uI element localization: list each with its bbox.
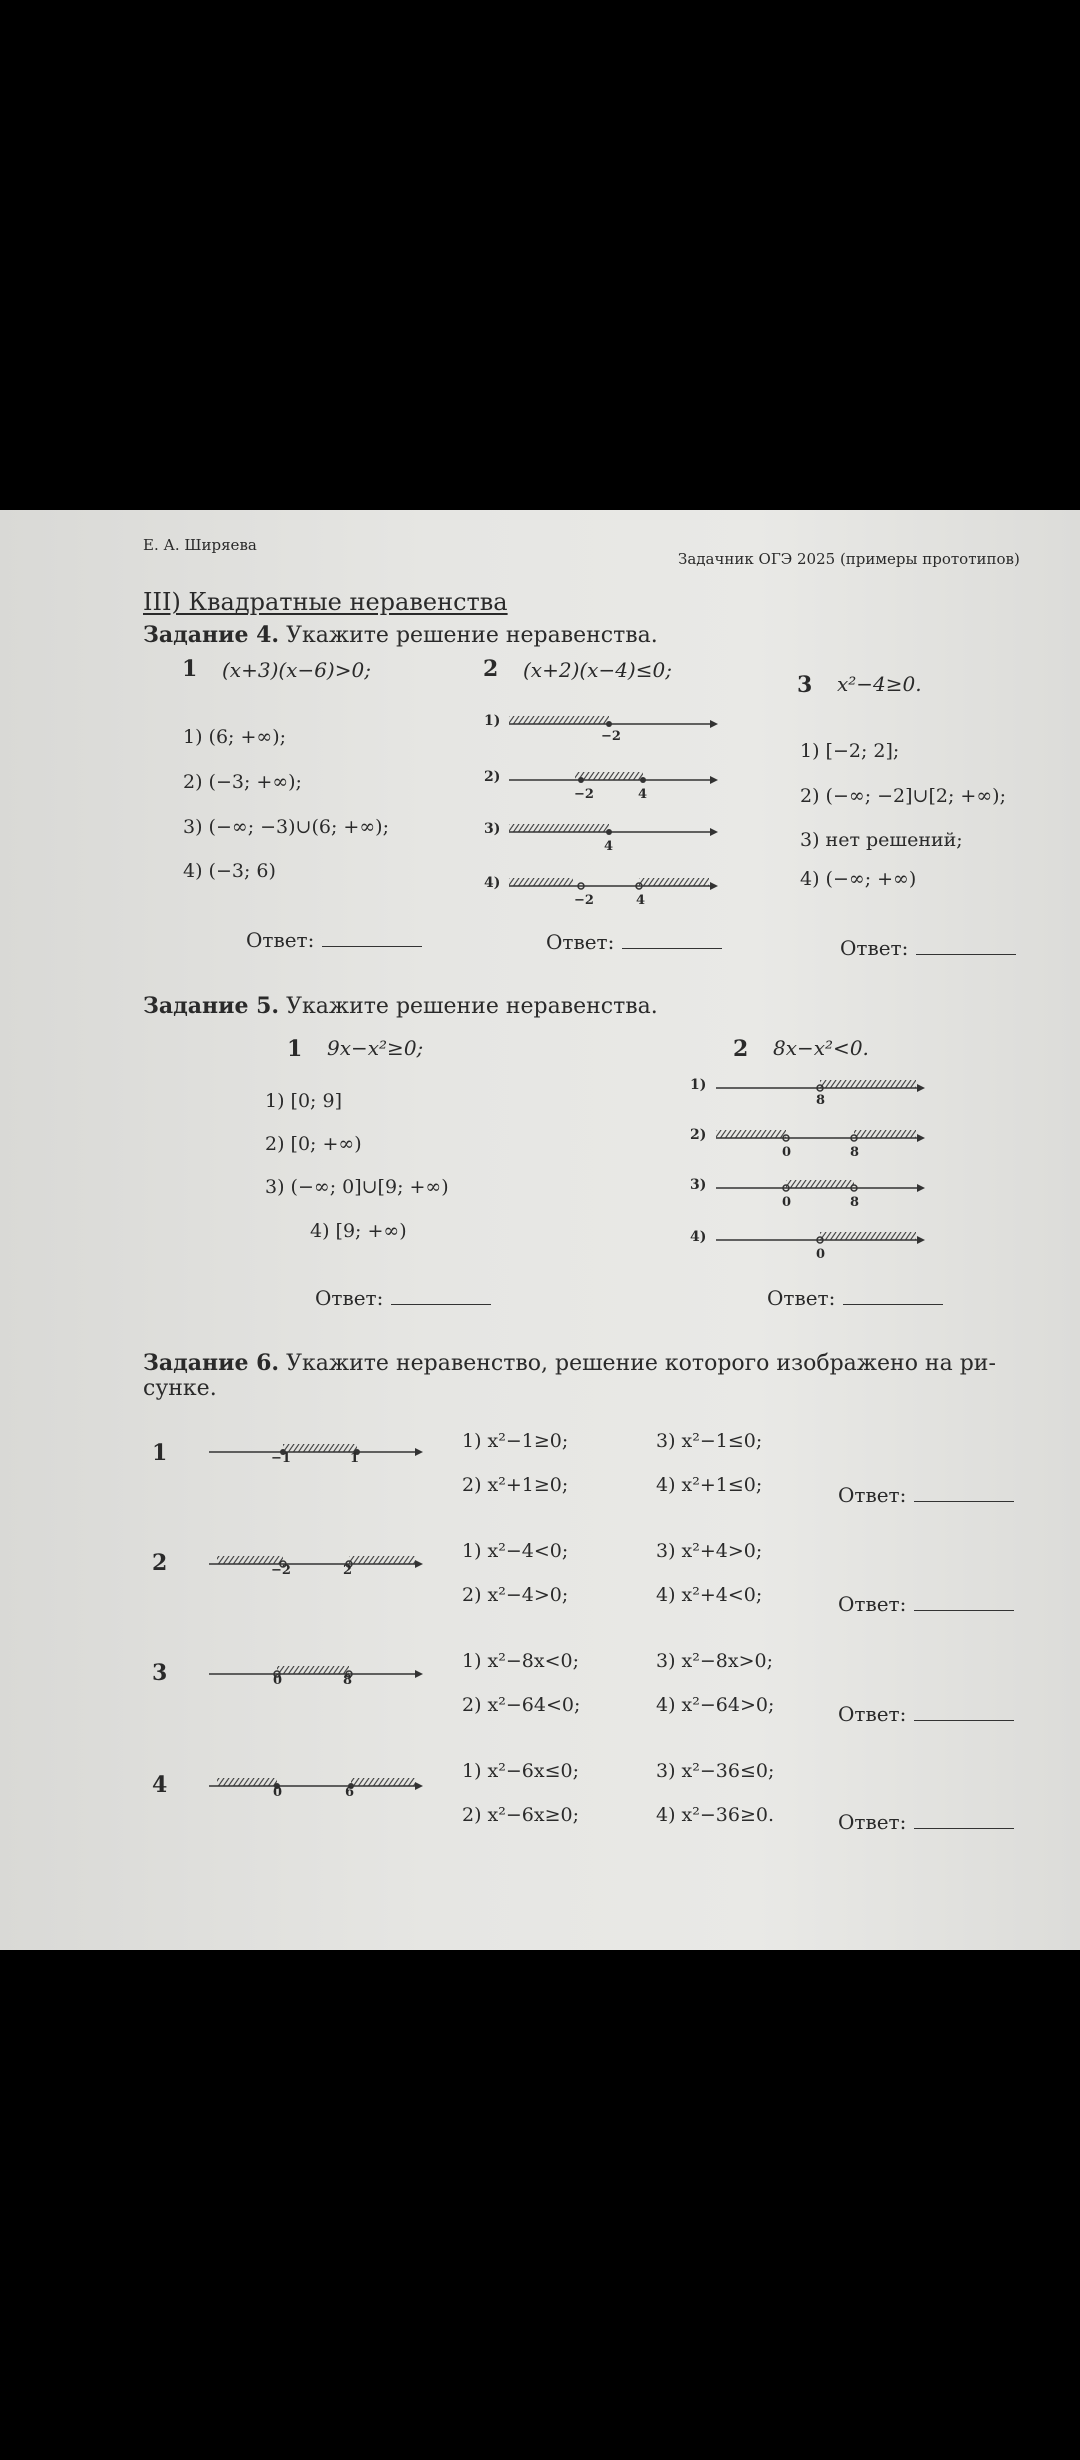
task5-p1-opt2: 2) [0; +∞)	[265, 1133, 362, 1155]
answer-blank[interactable]	[843, 1303, 943, 1305]
answer-label: Ответ:	[546, 930, 615, 954]
answer-label: Ответ:	[246, 928, 315, 952]
t6-item4-answer[interactable]	[838, 1812, 1014, 1832]
t6-item4-opt3: 3) x²−36≤0;	[656, 1760, 775, 1782]
task4-text: Укажите решение неравенства.	[286, 623, 658, 648]
task4-p3-opt3: 3) нет решений;	[800, 829, 963, 851]
t4-line1-tick: −2	[601, 729, 621, 744]
task4-label: Задание 4.	[143, 622, 280, 648]
task4-p1-opt4: 4) (−3; 6)	[183, 860, 276, 882]
t6-item4-tick-a: 0	[273, 1785, 283, 1800]
task4-p1-answer[interactable]	[246, 930, 422, 950]
task6-text: Укажите неравенство, решение которого изображено на ри-	[286, 1351, 996, 1376]
task4-p2-answer[interactable]	[546, 932, 722, 952]
t6-item4-number-line	[205, 1768, 425, 1798]
t5-number-line-3	[712, 1170, 927, 1200]
t5-line1-tick: 8	[816, 1093, 826, 1108]
task4-p3-answer[interactable]	[840, 938, 1016, 958]
t4-line3-tick: 4	[604, 839, 614, 854]
t6-item3-opt1: 1) x²−8x<0;	[462, 1650, 580, 1672]
t6-item2-number-line	[205, 1546, 425, 1576]
book-title: Задачник ОГЭ 2025 (примеры прототипов)	[678, 550, 1020, 568]
task6-heading	[143, 1352, 996, 1375]
task5-p1-opt1: 1) [0; 9]	[265, 1090, 342, 1112]
task5-p2-num: 2	[733, 1036, 749, 1062]
task5-p1-opt3: 3) (−∞; 0]∪[9; +∞)	[265, 1176, 449, 1198]
t4-line4-label: 4)	[484, 875, 501, 891]
t4-line4-tick-a: −2	[574, 893, 594, 908]
t6-item4-tick-b: 6	[345, 1785, 355, 1800]
t4-line4-tick-b: 4	[636, 893, 646, 908]
t6-item4-opt2: 2) x²−6x≥0;	[462, 1804, 580, 1826]
t6-item1-number-line	[205, 1434, 425, 1464]
t5-line4-label: 4)	[690, 1229, 707, 1245]
worksheet-page	[0, 510, 1080, 1950]
task5-p1-opt4: 4) [9; +∞)	[310, 1220, 407, 1242]
answer-label: Ответ:	[315, 1286, 384, 1310]
t6-item1-opt1: 1) x²−1≥0;	[462, 1430, 569, 1452]
t6-item2-num: 2	[152, 1550, 168, 1576]
t6-item1-opt4: 4) x²+1≤0;	[656, 1474, 763, 1496]
t6-item2-opt1: 1) x²−4<0;	[462, 1540, 569, 1562]
task5-heading	[143, 995, 658, 1018]
t5-line1-label: 1)	[690, 1077, 707, 1093]
task4-p1-expr: (x+3)(x−6)>0;	[222, 658, 371, 682]
task4-p3-expr: x²−4≥0.	[837, 672, 922, 696]
t6-item3-num: 3	[152, 1660, 168, 1686]
task4-p1-opt3: 3) (−∞; −3)∪(6; +∞);	[183, 816, 389, 838]
task5-p2-expr: 8x−x²<0.	[773, 1036, 869, 1060]
t6-item1-tick-b: 1	[350, 1451, 360, 1466]
t4-line2-label: 2)	[484, 769, 501, 785]
answer-blank[interactable]	[914, 1609, 1014, 1611]
t5-line3-tick-a: 0	[782, 1195, 792, 1210]
t4-number-line-2	[505, 762, 720, 792]
answer-blank[interactable]	[322, 945, 422, 947]
t6-item2-opt4: 4) x²+4<0;	[656, 1584, 763, 1606]
t6-item3-opt3: 3) x²−8x>0;	[656, 1650, 774, 1672]
t5-line3-tick-b: 8	[850, 1195, 860, 1210]
t5-line2-tick-b: 8	[850, 1145, 860, 1160]
author-name: Е. А. Ширяева	[143, 536, 257, 554]
task4-p1-num: 1	[182, 656, 198, 682]
t6-item1-num: 1	[152, 1440, 168, 1466]
answer-label: Ответ:	[767, 1286, 836, 1310]
task4-p2-num: 2	[483, 656, 499, 682]
t6-item2-answer[interactable]	[838, 1594, 1014, 1614]
task6-text-cont: сунке.	[143, 1376, 217, 1401]
answer-label: Ответ:	[838, 1702, 907, 1726]
answer-blank[interactable]	[391, 1303, 491, 1305]
t4-line2-tick-b: 4	[638, 787, 648, 802]
section-title: III) Квадратные неравенства	[143, 588, 508, 616]
task5-p1-num: 1	[287, 1036, 303, 1062]
t6-item2-opt2: 2) x²−4>0;	[462, 1584, 569, 1606]
t6-item3-answer[interactable]	[838, 1704, 1014, 1724]
task5-text: Укажите решение неравенства.	[286, 994, 658, 1019]
t6-item4-num: 4	[152, 1772, 168, 1798]
answer-label: Ответ:	[838, 1810, 907, 1834]
answer-blank[interactable]	[916, 953, 1016, 955]
task4-p3-opt4: 4) (−∞; +∞)	[800, 868, 917, 890]
task4-p3-opt1: 1) [−2; 2];	[800, 740, 900, 762]
t4-number-line-4	[505, 868, 720, 898]
answer-blank[interactable]	[622, 947, 722, 949]
t6-item4-opt4: 4) x²−36≥0.	[656, 1804, 775, 1826]
task4-p3-opt2: 2) (−∞; −2]∪[2; +∞);	[800, 785, 1006, 807]
t5-line3-label: 3)	[690, 1177, 707, 1193]
task4-heading	[143, 624, 658, 647]
answer-blank[interactable]	[914, 1827, 1014, 1829]
answer-blank[interactable]	[914, 1719, 1014, 1721]
task6-label: Задание 6.	[143, 1350, 280, 1376]
answer-label: Ответ:	[840, 936, 909, 960]
t6-item3-number-line	[205, 1656, 425, 1686]
task4-p1-opt1: 1) (6; +∞);	[183, 726, 287, 748]
t5-line2-label: 2)	[690, 1127, 707, 1143]
t6-item1-opt3: 3) x²−1≤0;	[656, 1430, 763, 1452]
t6-item1-tick-a: −1	[271, 1451, 291, 1466]
t5-line2-tick-a: 0	[782, 1145, 792, 1160]
t4-line2-tick-a: −2	[574, 787, 594, 802]
t6-item3-opt4: 4) x²−64>0;	[656, 1694, 775, 1716]
task4-p2-expr: (x+2)(x−4)≤0;	[523, 658, 672, 682]
t6-item4-opt1: 1) x²−6x≤0;	[462, 1760, 580, 1782]
t5-line4-tick: 0	[816, 1247, 826, 1262]
t6-item3-tick-a: 0	[273, 1673, 283, 1688]
t6-item3-tick-b: 8	[343, 1673, 353, 1688]
t6-item2-tick-b: 2	[343, 1563, 353, 1578]
t6-item3-opt2: 2) x²−64<0;	[462, 1694, 581, 1716]
t6-item1-answer[interactable]	[838, 1485, 1014, 1505]
answer-blank[interactable]	[914, 1500, 1014, 1502]
t5-number-line-2	[712, 1120, 927, 1150]
task4-p1-opt2: 2) (−3; +∞);	[183, 771, 302, 793]
task5-p1-expr: 9x−x²≥0;	[327, 1036, 424, 1060]
task5-label: Задание 5.	[143, 993, 280, 1019]
t6-item1-opt2: 2) x²+1≥0;	[462, 1474, 569, 1496]
t6-item2-tick-a: −2	[271, 1563, 291, 1578]
t4-line3-label: 3)	[484, 821, 501, 837]
t4-line1-label: 1)	[484, 713, 501, 729]
task5-p1-answer[interactable]	[315, 1288, 491, 1308]
t6-item2-opt3: 3) x²+4>0;	[656, 1540, 763, 1562]
answer-label: Ответ:	[838, 1592, 907, 1616]
task5-p2-answer[interactable]	[767, 1288, 943, 1308]
answer-label: Ответ:	[838, 1483, 907, 1507]
task4-p3-num: 3	[797, 672, 813, 698]
